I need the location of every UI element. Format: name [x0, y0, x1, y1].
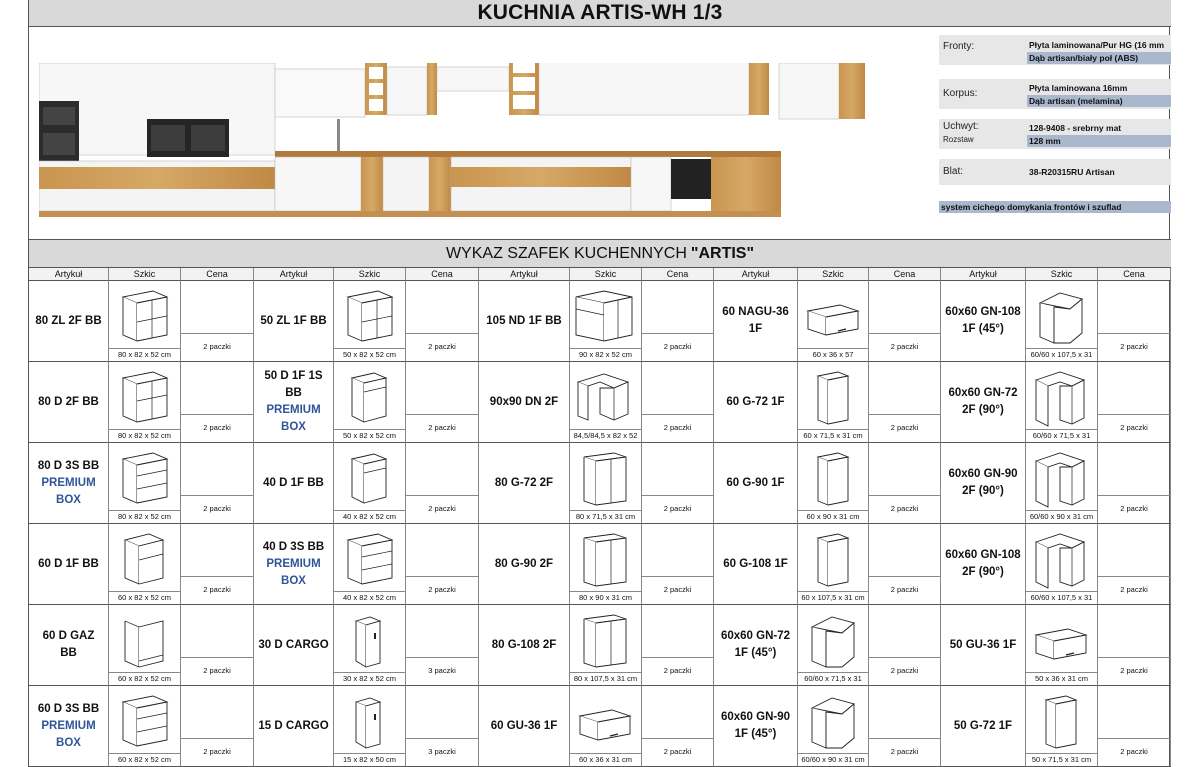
article-label — [490, 394, 558, 411]
article-name — [29, 443, 109, 524]
article-name — [941, 686, 1026, 767]
dimensions: 60 x 36 x 57 — [798, 348, 868, 361]
package-count: 2 paczki — [406, 576, 478, 604]
article-code: 80 G-90 2F — [494, 557, 554, 570]
sketch-cell — [1026, 362, 1098, 443]
sketch-cell — [109, 362, 181, 443]
diagonal-corner-icon — [798, 692, 870, 752]
sketch-cell — [798, 524, 869, 605]
package-count: 2 paczki — [181, 495, 253, 523]
article-name — [479, 605, 570, 686]
article-label — [723, 556, 788, 573]
sketch-cell — [334, 686, 406, 767]
spec-uchwyt — [939, 119, 1171, 149]
column-header-cena: Cena — [181, 268, 254, 281]
spec-korpus-label: Korpus: — [943, 88, 978, 99]
title-bar — [29, 0, 1171, 27]
package-count: 2 paczki — [869, 657, 940, 685]
price-cell — [642, 281, 714, 362]
article-label — [263, 475, 324, 492]
article-label — [945, 466, 1021, 500]
article-label — [491, 718, 557, 735]
article-label — [35, 313, 101, 330]
column-header-artykul: Artykuł — [714, 268, 798, 281]
article-name — [714, 362, 798, 443]
sketch-cell — [334, 281, 406, 362]
article-name — [254, 362, 334, 443]
article-label — [945, 385, 1021, 419]
article-code: 60 GU-36 1F — [490, 719, 558, 732]
list-title — [29, 240, 1171, 268]
spec-korpus — [939, 79, 1171, 109]
article-name — [29, 605, 109, 686]
sketch-cell — [570, 281, 642, 362]
dimensions: 50 x 36 x 31 cm — [1026, 672, 1097, 685]
premium-box-badge: PREMIUM BOX — [41, 719, 96, 749]
price-cell — [181, 443, 254, 524]
column-header-artykul: Artykuł — [29, 268, 109, 281]
specs-panel — [939, 35, 1171, 220]
price-cell — [181, 686, 254, 767]
price-cell — [1098, 605, 1171, 686]
column-header-cena: Cena — [1098, 268, 1171, 281]
article-code: 15 D CARGO — [258, 719, 329, 732]
package-count: 2 paczki — [642, 414, 713, 442]
dimensions: 80 x 71,5 x 31 cm — [570, 510, 641, 523]
price-cell — [642, 362, 714, 443]
sketch-cell — [798, 443, 869, 524]
column-header-artykul: Artykuł — [941, 268, 1026, 281]
sketch-cell — [334, 524, 406, 605]
dimensions: 60 x 107,5 x 31 cm — [798, 591, 868, 604]
package-count: 2 paczki — [1098, 414, 1170, 442]
price-cell — [406, 443, 479, 524]
price-cell — [869, 281, 941, 362]
article-name — [479, 686, 570, 767]
drawer-base-icon — [334, 530, 406, 590]
package-count: 2 paczki — [406, 414, 478, 442]
dimensions: 40 x 82 x 52 cm — [334, 591, 405, 604]
article-label — [718, 304, 793, 338]
dimensions: 80 x 107,5 x 31 cm — [570, 672, 641, 685]
article-name — [254, 443, 334, 524]
dimensions: 84,5/84,5 x 82 x 52 — [570, 429, 641, 442]
dimensions: 80 x 90 x 31 cm — [570, 591, 641, 604]
article-code: 80 G-108 2F — [491, 638, 557, 651]
sketch-cell — [1026, 605, 1098, 686]
sketch-cell — [1026, 686, 1098, 767]
article-label — [718, 709, 793, 743]
price-cell — [1098, 362, 1171, 443]
dimensions: 15 x 82 x 50 cm — [334, 753, 405, 766]
package-count: 2 paczki — [406, 495, 478, 523]
article-code: 60x60 GN-108 2F (90°) — [945, 549, 1021, 578]
article-name — [29, 281, 109, 362]
article-code: 30 D CARGO — [258, 638, 329, 651]
premium-box-badge: PREMIUM BOX — [266, 404, 321, 433]
article-code: 60 G-90 1F — [726, 476, 785, 489]
dimensions: 50 x 82 x 52 cm — [334, 429, 405, 442]
price-cell — [1098, 524, 1171, 605]
sketch-cell — [109, 605, 181, 686]
flap-icon — [570, 692, 642, 752]
premium-box-badge: PREMIUM BOX — [266, 557, 321, 587]
price-cell — [1098, 686, 1171, 767]
column-header-szkic: Szkic — [109, 268, 181, 281]
sketch-cell — [109, 524, 181, 605]
sketch-cell — [1026, 443, 1098, 524]
spec-blat — [939, 159, 1171, 185]
spec-korpus-line1: Płyta laminowana 16mm — [1029, 83, 1128, 93]
corner-base-icon — [570, 287, 642, 347]
article-name — [941, 524, 1026, 605]
article-code: 60x60 GN-90 2F (90°) — [948, 468, 1018, 497]
price-cell — [1098, 281, 1171, 362]
dimensions: 40 x 82 x 52 cm — [334, 510, 405, 523]
article-label — [945, 304, 1021, 338]
package-count: 3 paczki — [406, 657, 478, 685]
article-label — [258, 539, 329, 590]
package-count: 2 paczki — [1098, 657, 1170, 685]
package-count: 2 paczki — [1098, 333, 1170, 361]
dimensions: 50 x 82 x 52 cm — [334, 348, 405, 361]
dimensions: 60/60 x 71,5 x 31 — [798, 672, 868, 685]
column-header-cena: Cena — [869, 268, 941, 281]
dimensions: 50 x 71,5 x 31 cm — [1026, 753, 1097, 766]
price-cell — [869, 362, 941, 443]
article-name — [254, 686, 334, 767]
article-code: 50 G-72 1F — [953, 719, 1013, 732]
article-label — [260, 313, 326, 330]
sketch-cell — [109, 443, 181, 524]
column-header-artykul: Artykuł — [479, 268, 570, 281]
price-cell — [406, 524, 479, 605]
package-count: 2 paczki — [1098, 576, 1170, 604]
price-cell — [181, 362, 254, 443]
package-count: 2 paczki — [642, 738, 713, 766]
hero-section — [29, 27, 1171, 240]
cargo-icon — [334, 692, 406, 752]
wall-1-door-icon — [798, 530, 870, 590]
l-corner-wall-icon — [1026, 530, 1098, 590]
dimensions: 80 x 82 x 52 cm — [109, 510, 180, 523]
spec-blat-value: 38-R20315RU Artisan — [1029, 167, 1115, 177]
page-title: KUCHNIA ARTIS-WH 1/3 — [477, 1, 723, 24]
package-count: 2 paczki — [642, 333, 713, 361]
article-label — [33, 628, 104, 662]
l-corner-base-icon — [570, 368, 642, 428]
sketch-cell — [798, 281, 869, 362]
column-header-cena: Cena — [642, 268, 714, 281]
article-code: 40 D 1F BB — [263, 476, 324, 489]
article-code: 60 D 1F BB — [38, 557, 99, 570]
oven-base-icon — [109, 611, 181, 671]
dimensions: 80 x 82 x 52 cm — [109, 429, 180, 442]
article-name — [714, 605, 798, 686]
article-code: 50 GU-36 1F — [949, 638, 1017, 651]
article-code: 80 D 2F BB — [38, 395, 99, 408]
article-code: 50 ZL 1F BB — [260, 314, 327, 327]
article-name — [714, 524, 798, 605]
dimensions: 60 x 82 x 52 cm — [109, 672, 180, 685]
article-code: 60 G-108 1F — [723, 557, 788, 570]
article-name — [714, 686, 798, 767]
article-code: 50 D 1F 1S BB — [264, 370, 323, 399]
price-cell — [406, 281, 479, 362]
package-count: 2 paczki — [642, 576, 713, 604]
dimensions: 60 x 82 x 52 cm — [109, 753, 180, 766]
spec-korpus-line2: Dąb artisan (melamina) — [1027, 95, 1171, 107]
package-count: 2 paczki — [869, 738, 940, 766]
price-cell — [1098, 443, 1171, 524]
dimensions: 60/60 x 90 x 31 cm — [798, 753, 868, 766]
package-count: 2 paczki — [1098, 738, 1170, 766]
base-2-door-icon — [109, 368, 181, 428]
article-label — [945, 547, 1021, 581]
package-count: 2 paczki — [869, 576, 940, 604]
base-1-door-icon — [109, 530, 181, 590]
article-name — [479, 443, 570, 524]
package-count: 2 paczki — [642, 657, 713, 685]
spec-rozstaw-label: Rozstaw — [943, 135, 974, 144]
article-label — [258, 637, 328, 654]
article-name — [29, 686, 109, 767]
price-cell — [181, 524, 254, 605]
package-count: 2 paczki — [1098, 495, 1170, 523]
price-cell — [869, 605, 941, 686]
sketch-cell — [798, 362, 869, 443]
price-cell — [406, 605, 479, 686]
article-label — [495, 556, 553, 573]
article-label — [33, 701, 104, 752]
article-label — [486, 313, 561, 330]
spec-blat-label: Blat: — [943, 166, 964, 177]
article-label — [718, 628, 793, 662]
price-cell — [869, 443, 941, 524]
package-count: 2 paczki — [181, 657, 253, 685]
dimensions: 30 x 82 x 52 cm — [334, 672, 405, 685]
wall-1-door-icon — [1026, 692, 1098, 752]
wall-2-door-icon — [570, 611, 642, 671]
spec-fronty-line2: Dąb artisan/biały poł (ABS) — [1027, 52, 1171, 64]
flap-icon — [1026, 611, 1098, 671]
spec-uchwyt-value: 128-9408 - srebrny mat — [1029, 123, 1122, 133]
article-code: 105 ND 1F BB — [486, 314, 562, 327]
list-title-name: "ARTIS" — [690, 244, 755, 262]
package-count: 2 paczki — [642, 495, 713, 523]
l-corner-wall-icon — [1026, 449, 1098, 509]
article-label — [950, 637, 1016, 654]
spec-rozstaw-value: 128 mm — [1027, 135, 1171, 147]
article-name — [29, 524, 109, 605]
price-cell — [642, 686, 714, 767]
drawer-door-base-icon — [334, 368, 406, 428]
price-cell — [869, 686, 941, 767]
article-code: 60x60 GN-72 2F (90°) — [948, 387, 1018, 416]
article-code: 60 D GAZ BB — [42, 630, 95, 659]
sketch-cell — [798, 605, 869, 686]
sketch-cell — [570, 362, 642, 443]
article-label — [258, 368, 329, 436]
diagonal-corner-icon — [1026, 287, 1098, 347]
drawer-base-icon — [109, 449, 181, 509]
spec-uchwyt-label: Uchwyt: — [943, 121, 979, 132]
article-code: 80 G-72 2F — [494, 476, 554, 489]
article-code: 90x90 DN 2F — [489, 395, 559, 408]
article-code: 80 D 3S BB — [37, 459, 100, 472]
sketch-cell — [570, 686, 642, 767]
list-title-prefix: WYKAZ SZAFEK KUCHENNYCH — [445, 244, 687, 262]
sketch-cell — [570, 605, 642, 686]
article-label — [495, 475, 553, 492]
sketch-cell — [1026, 524, 1098, 605]
article-name — [479, 362, 570, 443]
article-label — [33, 458, 104, 509]
dimensions: 80 x 82 x 52 cm — [109, 348, 180, 361]
cargo-icon — [334, 611, 406, 671]
price-cell — [406, 686, 479, 767]
dimensions: 60 x 82 x 52 cm — [109, 591, 180, 604]
sketch-cell — [570, 443, 642, 524]
diagonal-corner-icon — [798, 611, 870, 671]
wall-2-door-icon — [570, 530, 642, 590]
price-cell — [642, 524, 714, 605]
package-count: 2 paczki — [181, 414, 253, 442]
column-header-artykul: Artykuł — [254, 268, 334, 281]
dimensions: 90 x 82 x 52 cm — [570, 348, 641, 361]
article-label — [258, 718, 328, 735]
package-count: 2 paczki — [869, 333, 940, 361]
article-code: 60x60 GN-72 1F (45°) — [720, 630, 791, 659]
premium-box-badge: PREMIUM BOX — [41, 476, 96, 506]
dimensions: 60 x 90 x 31 cm — [798, 510, 868, 523]
dimensions: 60 x 71,5 x 31 cm — [798, 429, 868, 442]
article-name — [714, 281, 798, 362]
article-name — [941, 362, 1026, 443]
article-label — [492, 637, 557, 654]
spec-fronty — [939, 35, 1171, 65]
sketch-cell — [109, 281, 181, 362]
article-name — [479, 524, 570, 605]
sketch-cell — [334, 362, 406, 443]
price-cell — [869, 524, 941, 605]
price-cell — [642, 605, 714, 686]
column-header-szkic: Szkic — [1026, 268, 1098, 281]
article-name — [714, 443, 798, 524]
dimensions: 60/60 x 107,5 x 31 — [1026, 348, 1097, 361]
sketch-cell — [334, 605, 406, 686]
sketch-cell — [798, 686, 869, 767]
column-header-cena: Cena — [406, 268, 479, 281]
spec-fronty-label: Fronty: — [943, 41, 975, 52]
price-cell — [181, 281, 254, 362]
package-count: 2 paczki — [869, 414, 940, 442]
article-code: 60 NAGU-36 1F — [722, 306, 789, 335]
sketch-cell — [109, 686, 181, 767]
article-code: 40 D 3S BB — [262, 540, 325, 553]
article-name — [254, 524, 334, 605]
wall-1-door-icon — [798, 449, 870, 509]
article-name — [254, 281, 334, 362]
article-name — [29, 362, 109, 443]
article-label — [954, 718, 1012, 735]
price-cell — [406, 362, 479, 443]
system-note: system cichego domykania frontów i szuflad — [939, 201, 1171, 213]
article-label — [726, 475, 784, 492]
price-cell — [642, 443, 714, 524]
drawer-door-base-icon — [334, 449, 406, 509]
l-corner-wall-icon — [1026, 368, 1098, 428]
dimensions: 60/60 x 90 x 31 cm — [1026, 510, 1097, 523]
sink-base-icon — [334, 287, 406, 347]
kitchen-render-image — [39, 63, 889, 223]
article-name — [479, 281, 570, 362]
wall-1-door-icon — [798, 368, 870, 428]
article-code: 80 ZL 2F BB — [35, 314, 102, 327]
price-cell — [181, 605, 254, 686]
article-code: 60x60 GN-90 1F (45°) — [720, 711, 791, 740]
package-count: 2 paczki — [181, 576, 253, 604]
spec-fronty-line1: Płyta laminowana/Pur HG (16 mm — [1029, 40, 1165, 50]
sketch-cell — [334, 443, 406, 524]
column-header-szkic: Szkic — [798, 268, 869, 281]
dimensions: 60/60 x 107,5 x 31 — [1026, 591, 1097, 604]
article-label — [726, 394, 784, 411]
article-label — [38, 556, 99, 573]
dimensions: 60 x 36 x 31 cm — [570, 753, 641, 766]
article-name — [941, 605, 1026, 686]
article-name — [941, 281, 1026, 362]
column-header-szkic: Szkic — [334, 268, 406, 281]
article-name — [254, 605, 334, 686]
sketch-cell — [570, 524, 642, 605]
article-code: 60x60 GN-108 1F (45°) — [945, 306, 1021, 335]
flap-icon — [798, 287, 870, 347]
package-count: 2 paczki — [406, 333, 478, 361]
article-name — [941, 443, 1026, 524]
article-code: 60 G-72 1F — [726, 395, 785, 408]
package-count: 2 paczki — [181, 333, 253, 361]
package-count: 2 paczki — [869, 495, 940, 523]
column-header-szkic: Szkic — [570, 268, 642, 281]
article-label — [38, 394, 99, 411]
article-code: 60 D 3S BB — [37, 702, 100, 715]
wall-2-door-icon — [570, 449, 642, 509]
sink-base-icon — [109, 287, 181, 347]
sketch-cell — [1026, 281, 1098, 362]
catalog-sheet — [28, 0, 1170, 767]
dimensions: 60/60 x 71,5 x 31 — [1026, 429, 1097, 442]
cabinet-table — [29, 268, 1171, 767]
drawer-base-icon — [109, 692, 181, 752]
package-count: 2 paczki — [181, 738, 253, 766]
package-count: 3 paczki — [406, 738, 478, 766]
